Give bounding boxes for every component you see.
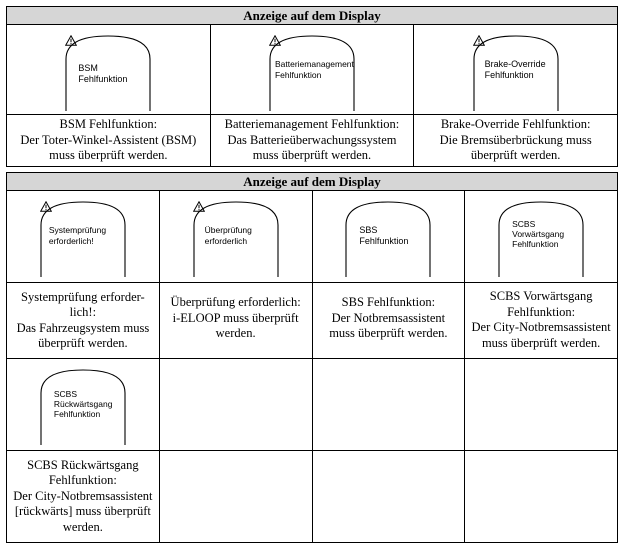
caption-cell: BSM Fehlfunktion: Der Toter-Winkel-Assistent (BSM) muss überprüft werden.: [7, 115, 211, 167]
display-message: Batteriemanagement Fehlfunktion: [274, 59, 354, 80]
empty-cell: [465, 359, 618, 451]
empty-cell: [159, 451, 312, 543]
caption-cell: SBS Fehlfunktion: Der Notbremsassistent muss überprüft werden.: [312, 283, 465, 359]
display-message: Überprüfung erforderlich: [204, 225, 252, 246]
caption-cell: Systemprüfung erforder- lich!: Das Fahrzeugsystem muss überprüft werden.: [7, 283, 160, 359]
display-image-cell: [159, 191, 312, 283]
display-image-cell: [7, 25, 211, 115]
warning-triangle-icon: [473, 35, 485, 46]
display-image-cell: [414, 25, 618, 115]
display-table-1: [6, 6, 618, 167]
display-screen: [345, 201, 431, 277]
display-message: SCBS Vorwärtsgang Fehlfunktion: [512, 219, 565, 249]
empty-cell: [159, 359, 312, 451]
display-image-cell: [7, 191, 160, 283]
display-screen: [473, 35, 559, 111]
display-screen: [40, 201, 126, 277]
display-image-cell: [312, 191, 465, 283]
display-image-cell: [210, 25, 414, 115]
warning-triangle-icon: [269, 35, 281, 46]
display-screen: [498, 201, 584, 277]
display-message: SBS Fehlfunktion: [359, 225, 409, 246]
table-header: Anzeige auf dem Display: [7, 7, 618, 25]
caption-cell: SCBS Rückwärtsgang Fehlfunktion: Der City-Notbremsassistent [rückwärts] muss überprüft werden.: [7, 451, 160, 543]
warning-triangle-icon: [40, 201, 52, 212]
display-message: Brake-Override Fehlfunktion: [484, 59, 546, 80]
table-header: Anzeige auf dem Display: [7, 173, 618, 191]
display-message: Systemprüfung erforderlich!: [48, 225, 107, 246]
display-table-2: [6, 172, 618, 543]
caption-cell: SCBS Vorwärtsgang Fehlfunktion: Der City-Notbremsassistent muss überprüft werden.: [465, 283, 618, 359]
display-screen: [193, 201, 279, 277]
empty-cell: [465, 451, 618, 543]
display-image-cell: [7, 359, 160, 451]
caption-cell: Überprüfung erforderlich: i-ELOOP muss überprüft werden.: [159, 283, 312, 359]
display-image-cell: [465, 191, 618, 283]
warning-triangle-icon: [65, 35, 77, 46]
empty-cell: [312, 359, 465, 451]
warning-triangle-icon: [193, 201, 205, 212]
display-screen: [65, 35, 151, 111]
caption-cell: Batteriemanagement Fehlfunktion: Das Batterieüberwachungssystem muss überprüft werden.: [210, 115, 414, 167]
empty-cell: [312, 451, 465, 543]
display-message: BSM Fehlfunktion: [78, 63, 128, 84]
display-screen: [269, 35, 355, 111]
display-screen: [40, 369, 126, 445]
display-message: SCBS Rückwärtsgang Fehlfunktion: [53, 389, 113, 419]
caption-cell: Brake-Override Fehlfunktion: Die Bremsüberbrückung muss überprüft werden.: [414, 115, 618, 167]
